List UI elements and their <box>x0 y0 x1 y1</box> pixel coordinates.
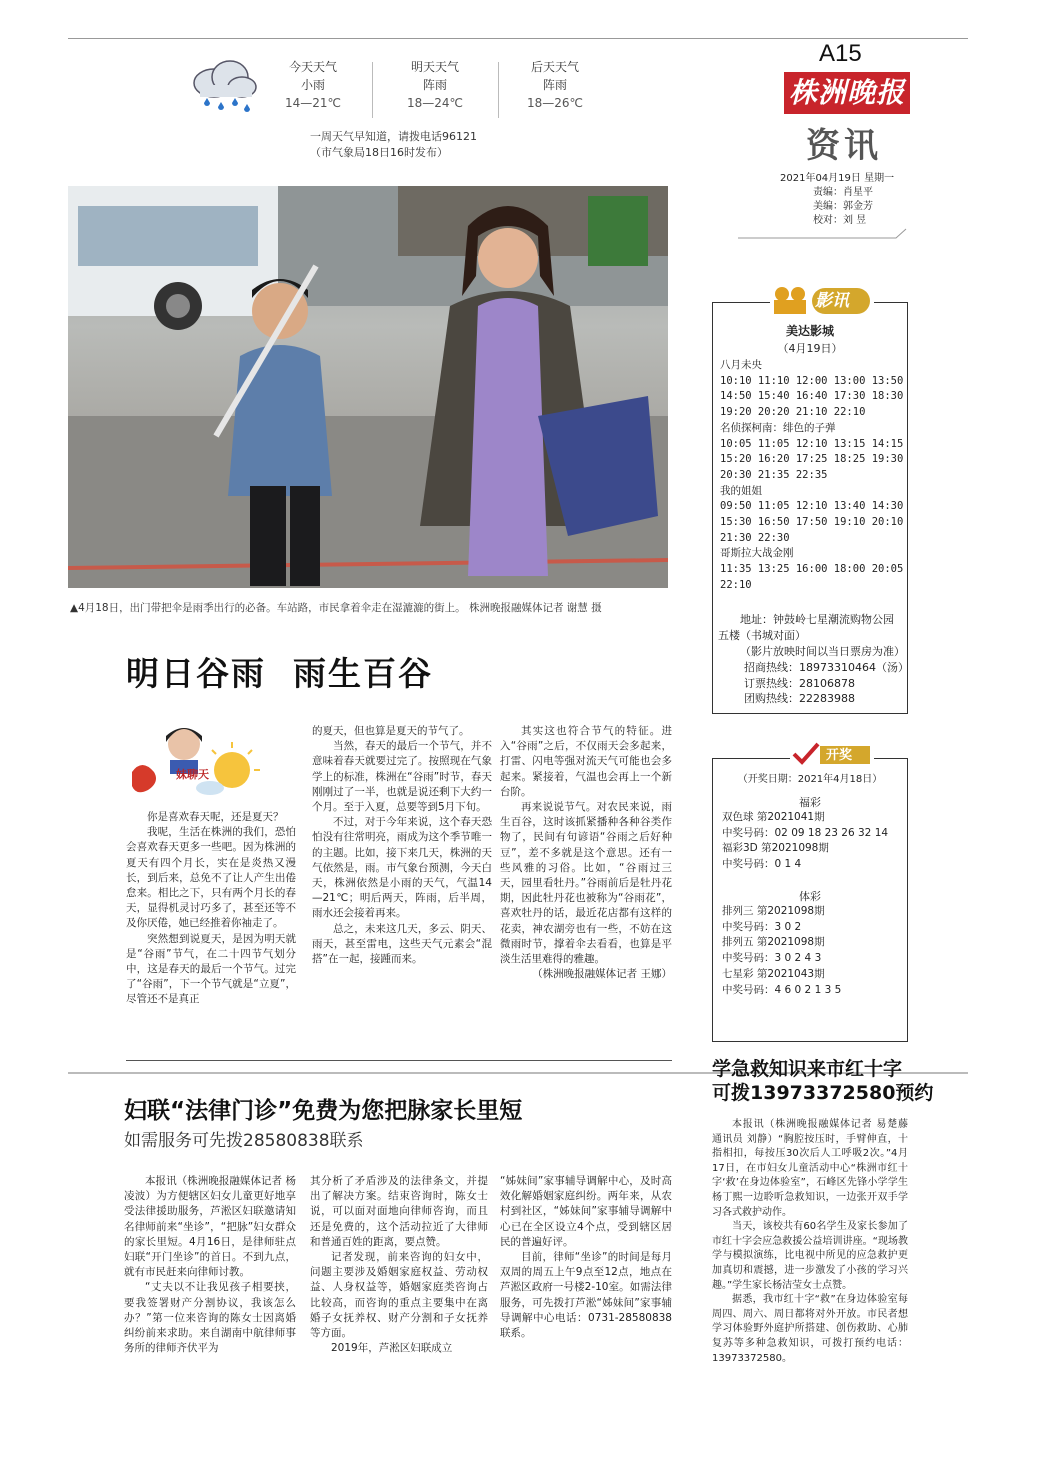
lottery-line: 中奖号码：4 6 0 2 1 3 5 <box>722 983 842 996</box>
weather-hotline: 一周天气早知道，请拨电话96121 <box>310 130 477 143</box>
newspaper-logo: 株洲晚报 <box>784 72 910 114</box>
movie-title: 我的姐姐 <box>720 484 762 497</box>
showtimes: 14:50 15:40 16:40 17:30 18:30 <box>720 390 904 403</box>
article1-byline: （株洲晚报融媒体记者 王娜） <box>532 968 672 981</box>
fucai-results <box>722 810 888 872</box>
article1-paragraph: 当然，春天的最后一个节气，并不意味着春天就要过完了。按照现在气象学上的标准，株洲在“谷雨”时节，春天刚刚过了一半，也就是说还剩下大约一个月。至于入夏，总要等到5月下旬。 <box>312 740 492 814</box>
article3-title2: 可拨13973372580预约 <box>712 1082 934 1104</box>
article1-paragraph: 再来说说节气。对农民来说，雨生百谷，这时该抓紧播种各种谷类作物了，民间有句谚语“谷雨之后好种豆”，差不多就是这个意思。还有一些风雅的习俗。比如，“谷雨过三天，园里看牡丹。”谷雨前后是牡丹花期，因此牡丹花也被称为“谷雨花”，喜欢牡丹的话，最近花店都有这样的花卖，神农湖旁也有一些，不妨在这微雨时节，撑着伞去看看，也算是平淡生活里难得的雅趣。 <box>500 801 672 966</box>
weather-tomorrow-label: 明天天气 <box>410 60 459 74</box>
showtimes: 22:10 <box>720 578 752 591</box>
header-corner-rule <box>738 228 908 242</box>
article2-paragraph: 本报讯（株洲晚报融媒体记者 杨凌波）为方便辖区妇女儿童更好地享受法律援助服务，芦淞区妇联邀请知名律师前来“坐诊”，“把脉”妇女群众的家长里短。4月16日，是律师驻点妇联“开门坐诊”的首日。不到九点，就有市民赶来向律师讨教。 <box>124 1175 296 1279</box>
lottery-line: 中奖号码：3 0 2 4 3 <box>722 952 822 965</box>
cinema-address: 地址：钟鼓岭七星潮流购物公园五楼（书城对面） <box>718 613 894 642</box>
column-logo-icon <box>126 722 264 798</box>
article2-paragraph: 记者发现，前来咨询的妇女中，问题主要涉及婚姻家庭权益、劳动权益、人身权益等，婚姻家庭类咨询占比较高，而咨询的重点主要集中在离婚子女抚养权、财产分割和子女抚养等方面。 <box>310 1251 488 1340</box>
ticai-results <box>722 904 841 998</box>
article3-paragraph: 本报讯（株洲晚报融媒体记者 易楚藤 通讯员 刘静）“胸腔按压时，手臂伸直，十指相扣，每按压30次后人工呼吸2次。”4月17日，在市妇女儿童活动中心“株洲市红十字‘救’在身边体验室”，石峰区先锋小学学生杨丁熙一边聆听急救知识，一边张开双手学习各式救护动作。 <box>712 1119 908 1218</box>
editor-line: 责编：肖星平 <box>813 187 873 198</box>
cinema-name: 美达影城 <box>785 324 834 338</box>
street-scene-illustration <box>68 186 668 588</box>
article1-paragraph: 总之，未来这几天，多云、阴天、雨天，甚至雷电，这些天气元素会“混搭”在一起，接踵而来。 <box>312 922 492 966</box>
lottery-date: （开奖日期：2021年4月18日） <box>737 774 883 785</box>
section-title: 资讯 <box>806 126 882 166</box>
showtimes: 15:30 16:50 17:50 19:10 20:10 <box>720 516 904 529</box>
article1-paragraph: 的夏天，但也算是夏天的节气了。 <box>312 725 470 737</box>
page-number: A15 <box>819 40 862 67</box>
article1-col3 <box>500 724 672 982</box>
article1-paragraph: 我呢，生活在株洲的我们，恐怕会喜欢春天更多一些吧。因为株洲的夏天有四个月长，实在是炎热又漫长，到后来，总免不了让人产生出倦怠来。相比之下，只有两个月长的春天，显得机灵讨巧多了，甚至还等不及你厌倦，她已经推着你袖走了。 <box>126 826 296 930</box>
weather-today-cond: 小雨 <box>300 78 325 92</box>
weather-tomorrow-cond: 阵雨 <box>422 78 447 92</box>
article2-title: 妇联“法律门诊”免费为您把脉家长里短 <box>124 1098 523 1124</box>
weather-today-label: 今天天气 <box>288 60 337 74</box>
lottery-line: 中奖号码：3 0 2 <box>722 920 802 933</box>
cinema-phones <box>744 660 909 707</box>
lottery-line: 排列五 第2021098期 <box>722 936 825 949</box>
showtimes: 11:35 13:25 16:00 18:00 20:05 <box>720 563 904 576</box>
article2-col2 <box>310 1174 488 1356</box>
cinema-tag: 影讯 <box>815 291 849 311</box>
weather-divider <box>372 62 373 118</box>
weather-tomorrow <box>380 58 490 112</box>
ticai-title: 体彩 <box>799 890 821 903</box>
photo-caption: ▲4月18日，出门带把伞是雨季出行的必备。车站路，市民拿着伞走在湿漉漉的街上。 株洲晚报融媒体记者 谢慧 摄 <box>70 602 602 614</box>
lottery-line: 七星彩 第2021043期 <box>722 967 825 980</box>
article1-paragraph: 突然想到说夏天，是因为明天就是“谷雨”节气，在二十四节气划分中，这是春天的最后一个节气。过完了“谷雨”，下一个节气就是“立夏”，尽管还不是真正 <box>126 932 296 1006</box>
article1-paragraph: 其实这也符合节气的特征。进入“谷雨”之后，不仅雨天会多起来，打雷、闪电等强对流天气可能也会多起来。紧接着，气温也会再上一个新台阶。 <box>500 725 672 798</box>
showtime-list <box>720 358 906 594</box>
weather-dayafter-range: 18—26℃ <box>526 96 583 110</box>
weather-dayafter-label: 后天天气 <box>530 60 579 74</box>
lottery-line: 排列三 第2021098期 <box>722 905 825 917</box>
weather-today-range: 14—21℃ <box>284 96 341 110</box>
article2-subtitle: 如需服务可先拨28580838联系 <box>124 1131 364 1151</box>
article2-col1 <box>124 1174 296 1356</box>
showtimes: 19:20 20:20 21:10 22:10 <box>720 406 866 419</box>
article2-paragraph: 其分析了矛盾涉及的法律条文，并提出了解决方案。结束咨询时，陈女士说，可以面对面地向律师咨询，而且还是免费的，这个活动拉近了大律师和普通百姓的距离，要点赞。 <box>310 1175 488 1248</box>
showtimes: 21:30 22:30 <box>720 531 790 544</box>
column-logo-text: 妹聊天 <box>176 768 209 781</box>
article3-paragraph: 据悉，我市红十字“救”在身边体验室每周四、周六、周日都将对外开放。市民者想学习体验野外庭护所搭建、创伤救助、心肺复苏等多种急救知识，可拨打预约电话：13973372580。 <box>712 1294 908 1364</box>
article2-paragraph: 2019年，芦淞区妇联成立 <box>331 1342 453 1355</box>
weather-dayafter <box>500 58 610 112</box>
weather-dayafter-cond: 阵雨 <box>542 78 567 92</box>
article2-paragraph: 目前，律师“坐诊”的时间是每月双周的周五上午9点至12点，地点在芦淞区政府一号楼2-10室。如需法律服务，可先拨打芦淞“姊妹间”家事辅导调解中心电话：0731-28580838联系。 <box>500 1251 672 1340</box>
article1-paragraph: 你是喜欢春天呢，还是夏天？ <box>147 811 284 823</box>
article3-title: 学急救知识来市红十字 <box>712 1058 903 1080</box>
article1-paragraph: 不过，对于今年来说，这个春天恐怕没有往常明亮，雨成为这个季节唯一的主题。比如，接下来几天，株洲的天气依然是，雨。市气象台预测，今天白天，株洲依然是小雨的天气，气温14—21℃；明后两天，阵雨，后半周，雨水还会接着再来。 <box>312 816 492 920</box>
lottery-line: 双色球 第2021041期 <box>722 811 825 823</box>
cinema-phone: 团购热线：22283988 <box>744 692 855 705</box>
cinema-phone: 订票热线：28106878 <box>744 676 855 690</box>
article2-col3 <box>500 1174 672 1341</box>
movie-title: 名侦探柯南：绯色的子弹 <box>720 421 836 434</box>
cinema-phone: 招商热线：18973310464（汤） <box>744 661 909 674</box>
weather-source: （市气象局18日16时发布） <box>310 146 448 159</box>
article2-paragraph: “丈夫以不让我见孩子相要挟，要我签署财产分割协议，我该怎么办？”第一位来咨询的陈女士因离婚纠纷前来求助。来自湖南中航律师事务所的律师齐伏平为 <box>124 1281 296 1355</box>
designer-line: 美编：郭金芳 <box>813 201 873 212</box>
movie-title: 哥斯拉大战金刚 <box>720 547 794 560</box>
fucai-title: 福彩 <box>799 796 821 809</box>
article1-title: 明日谷雨 雨生百谷 <box>126 654 433 693</box>
article3-body <box>712 1118 908 1366</box>
proof-line: 校对：刘 昱 <box>813 215 867 226</box>
weather-today <box>258 58 368 112</box>
rain-cloud-icon <box>188 55 260 117</box>
weather-divider <box>498 62 499 118</box>
date-line: 2021年04月19日 星期一 <box>780 173 895 184</box>
lottery-line: 中奖号码：0 1 4 <box>722 857 802 870</box>
cinema-notice: （影片放映时间以当日票房为准） <box>740 645 905 658</box>
lottery-tag: 开奖 <box>826 748 853 763</box>
showtimes: 20:30 21:35 22:35 <box>720 468 828 481</box>
article2-paragraph: “姊妹间”家事辅导调解中心，及时高效化解婚姻家庭纠纷。两年来，从农村到社区，“姊妹间”家事辅导调解中心已在全区设立4个点，受到辖区居民的普遍好评。 <box>500 1175 672 1248</box>
showtimes: 10:05 11:05 12:10 13:15 14:15 <box>720 437 904 450</box>
showtimes: 09:50 11:05 12:10 13:40 14:30 <box>720 500 904 513</box>
article1-col2 <box>312 724 492 967</box>
movie-title: 八月未央 <box>720 359 762 371</box>
article3-paragraph: 当天，该校共有60名学生及家长参加了市红十字会应急救援公益培训讲座。“现场教学与模拟演练，比电视中所见的应急救护更加真切和震撼，进一步激发了小孩的学习兴趣。”学生家长杨洁莹女士点赞。 <box>712 1221 908 1291</box>
lottery-line: 中奖号码：02 09 18 23 26 32 14 <box>722 826 889 839</box>
article1-col1 <box>126 810 296 1008</box>
showtimes: 10:10 11:10 12:00 13:00 13:50 <box>720 374 904 387</box>
lottery-line: 福彩3D 第2021098期 <box>722 842 829 854</box>
weather-tomorrow-range: 18—24℃ <box>406 96 463 110</box>
cinema-date: （4月19日） <box>777 342 843 355</box>
section-divider <box>126 1060 672 1061</box>
showtimes: 15:20 16:20 17:25 18:25 19:30 <box>720 453 904 466</box>
news-photo <box>68 186 668 588</box>
top-rule <box>68 38 968 39</box>
